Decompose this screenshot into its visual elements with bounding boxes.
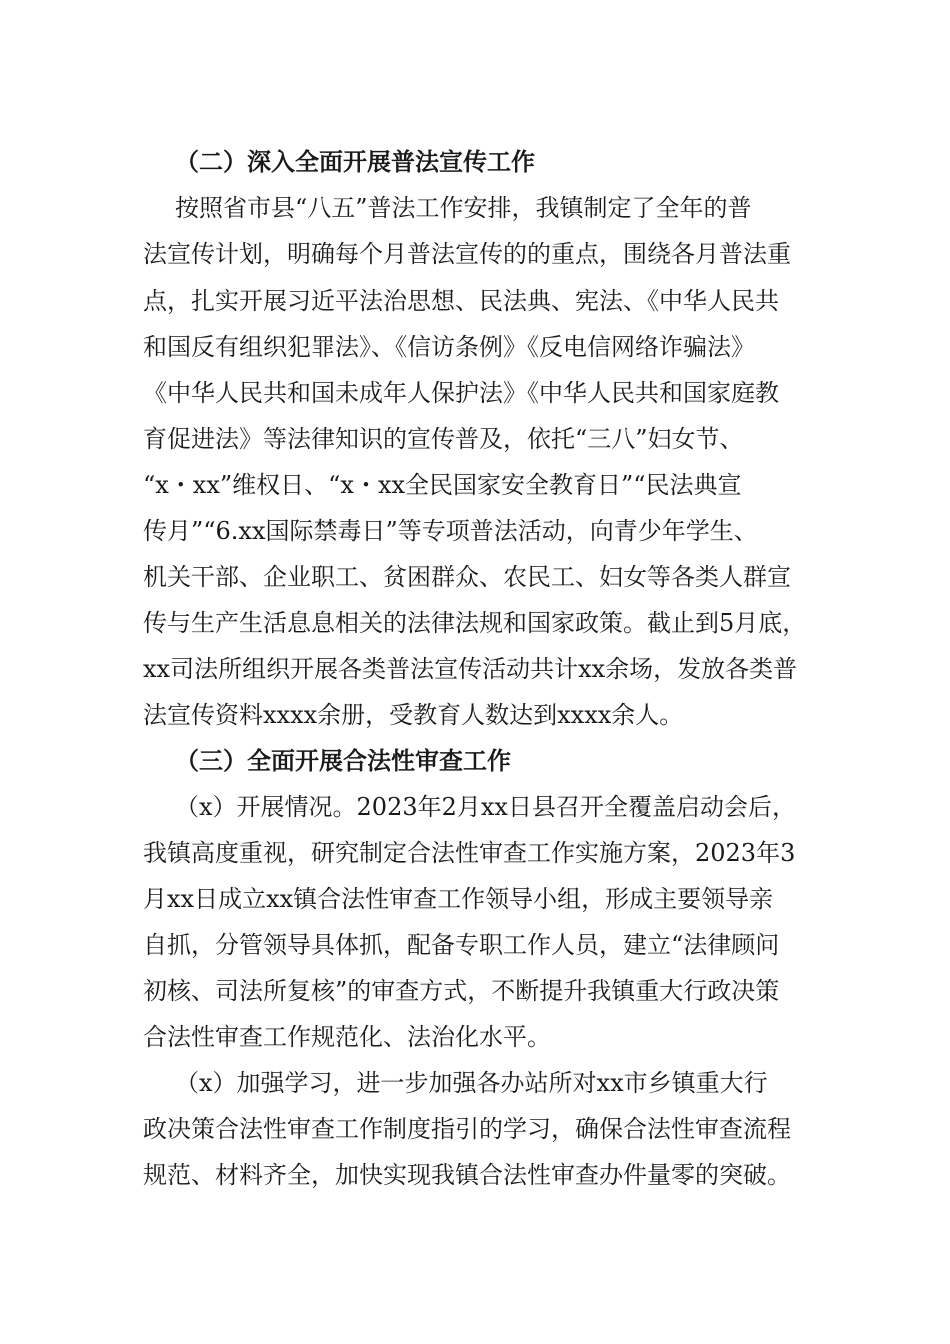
paragraph-line: 我镇高度重视，研究制定合法性审查工作实施方案，2023年3 xyxy=(143,839,796,867)
paragraph-line: （x）加强学习，进一步加强各办站所对xx市乡镇重大行 xyxy=(175,1069,768,1097)
paragraph-line: 点，扎实开展习近平法治思想、民法典、宪法、《中华人民共 xyxy=(143,287,779,315)
paragraph-line: 月xx日成立xx镇合法性审查工作领导小组，形成主要领导亲 xyxy=(143,885,774,913)
paragraph-line: 《中华人民共和国未成年人保护法》《中华人民共和国家庭教 xyxy=(143,379,779,407)
section-heading-3: （三）全面开展合法性审查工作 xyxy=(175,746,511,775)
paragraph-line: 传月”“6.xx国际禁毒日”等专项普法活动，向青少年学生、 xyxy=(143,517,758,545)
paragraph-line: 政决策合法性审查工作制度指引的学习，确保合法性审查流程 xyxy=(143,1115,791,1143)
paragraph-line: （x）开展情况。2023年2月xx日县召开全覆盖启动会后， xyxy=(175,793,796,821)
paragraph-line: xx司法所组织开展各类普法宣传活动共计xx余场，发放各类普 xyxy=(143,655,798,683)
paragraph-line: 按照省市县“八五”普法工作安排，我镇制定了全年的普 xyxy=(175,194,752,222)
paragraph-line: 规范、材料齐全，加快实现我镇合法性审查办件量零的突破。 xyxy=(143,1161,791,1189)
paragraph-line: 法宣传计划，明确每个月普法宣传的的重点，围绕各月普法重 xyxy=(143,240,791,268)
section-heading-2: （二）深入全面开展普法宣传工作 xyxy=(175,147,535,176)
paragraph-line: 育促进法》等法律知识的宣传普及，依托“三八”妇女节、 xyxy=(143,425,744,453)
paragraph-line: 初核、司法所复核”的审查方式，不断提升我镇重大行政决策 xyxy=(143,977,780,1005)
paragraph-line: “x・xx”维权日、“x・xx全民国家安全教育日”“民法典宣 xyxy=(143,471,742,499)
paragraph-line: 传与生产生活息息相关的法律法规和国家政策。截止到5月底， xyxy=(143,609,807,637)
paragraph-line: 法宣传资料xxxx余册，受教育人数达到xxxx余人。 xyxy=(143,701,684,729)
paragraph-line: 和国反有组织犯罪法》、《信访条例》《反电信网络诈骗法》 xyxy=(143,333,755,361)
paragraph-line: 机关干部、企业职工、贫困群众、农民工、妇女等各类人群宣 xyxy=(143,563,791,591)
paragraph-line: 合法性审查工作规范化、法治化水平。 xyxy=(143,1023,551,1051)
paragraph-line: 自抓，分管领导具体抓，配备专职工作人员，建立“法律顾问 xyxy=(143,931,780,959)
